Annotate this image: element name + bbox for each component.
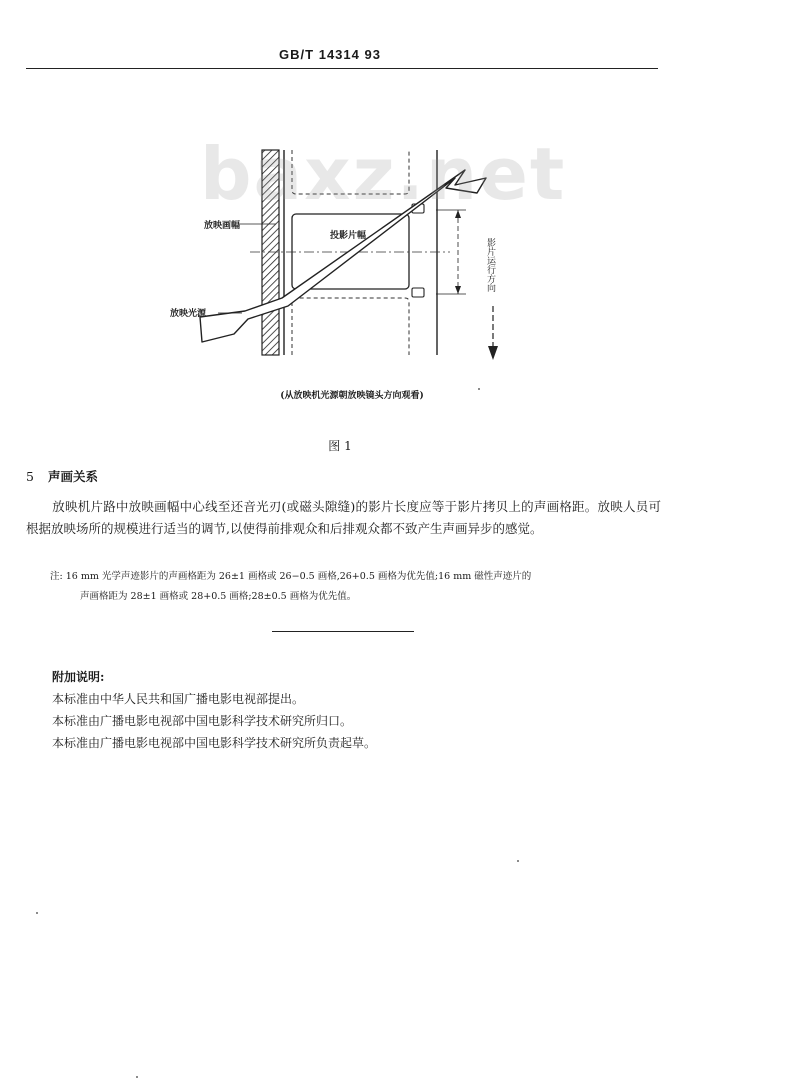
frame-top [292, 150, 409, 194]
aperture-label: 放映画幅 [204, 221, 241, 231]
end-rule [272, 631, 414, 632]
addendum-title: 附加说明: [52, 670, 105, 684]
paragraph-text: 放映机片路中放映画幅中心线至还音光刃(或磁头隙缝)的影片长度应等于影片拷贝上的声画格距。放映人员可根据放映场所的规模进行适当的调节,以使得前排观众和后排观众都不致产生声画异步的感觉。 [26, 499, 661, 536]
figure-title: 图 1 [328, 439, 352, 453]
section-paragraph [26, 496, 661, 540]
section-title: 声画关系 [47, 469, 98, 484]
section-heading [26, 467, 98, 485]
scan-speck [478, 388, 480, 390]
distance-arrow-down [455, 286, 461, 294]
section-note [50, 567, 662, 607]
scan-speck [136, 1076, 138, 1078]
standard-code-header: GB/T 14314 93 [279, 47, 381, 62]
distance-arrow-up [455, 210, 461, 218]
note-line-1: 注: 16 mm 光学声迹影片的声画格距为 26±1 画格或 26−0.5 画格,26+0.5 画格为优先值;16 mm 磁性声迹片的 [50, 571, 532, 582]
note-line-2: 声画格距为 28±1 画格或 28+0.5 画格;28±0.5 画格为优先值。 [80, 591, 357, 602]
travel-direction-label: 影片运行方向 [485, 238, 495, 292]
film-path-diagram [150, 130, 520, 420]
addendum-line: 本标准由广播电影电视部中国电影科学技术研究所负责起草。 [52, 736, 377, 750]
section-number: 5 [26, 469, 34, 484]
direction-arrow-head [488, 346, 498, 360]
scan-speck [36, 912, 38, 914]
figure-viewing-note: (从放映机光源朝放映镜头方向观看) [280, 391, 424, 401]
film-path-figure [150, 130, 520, 420]
frame-bottom [292, 298, 409, 355]
scan-speck [517, 860, 519, 862]
addendum [52, 666, 652, 754]
watermark: baxz.net [200, 132, 567, 216]
light-source-label: 放映光源 [170, 309, 207, 319]
addendum-line: 本标准由广播电影电视部中国电影科学技术研究所归口。 [52, 714, 353, 728]
aperture-plate [262, 150, 279, 355]
header-rule [26, 68, 658, 69]
sprocket-hole-lower [412, 288, 424, 297]
light-beam-arrow [200, 170, 486, 342]
projection-frame-label: 投影片幅 [330, 231, 367, 241]
addendum-line: 本标准由中华人民共和国广播电影电视部提出。 [52, 692, 305, 706]
